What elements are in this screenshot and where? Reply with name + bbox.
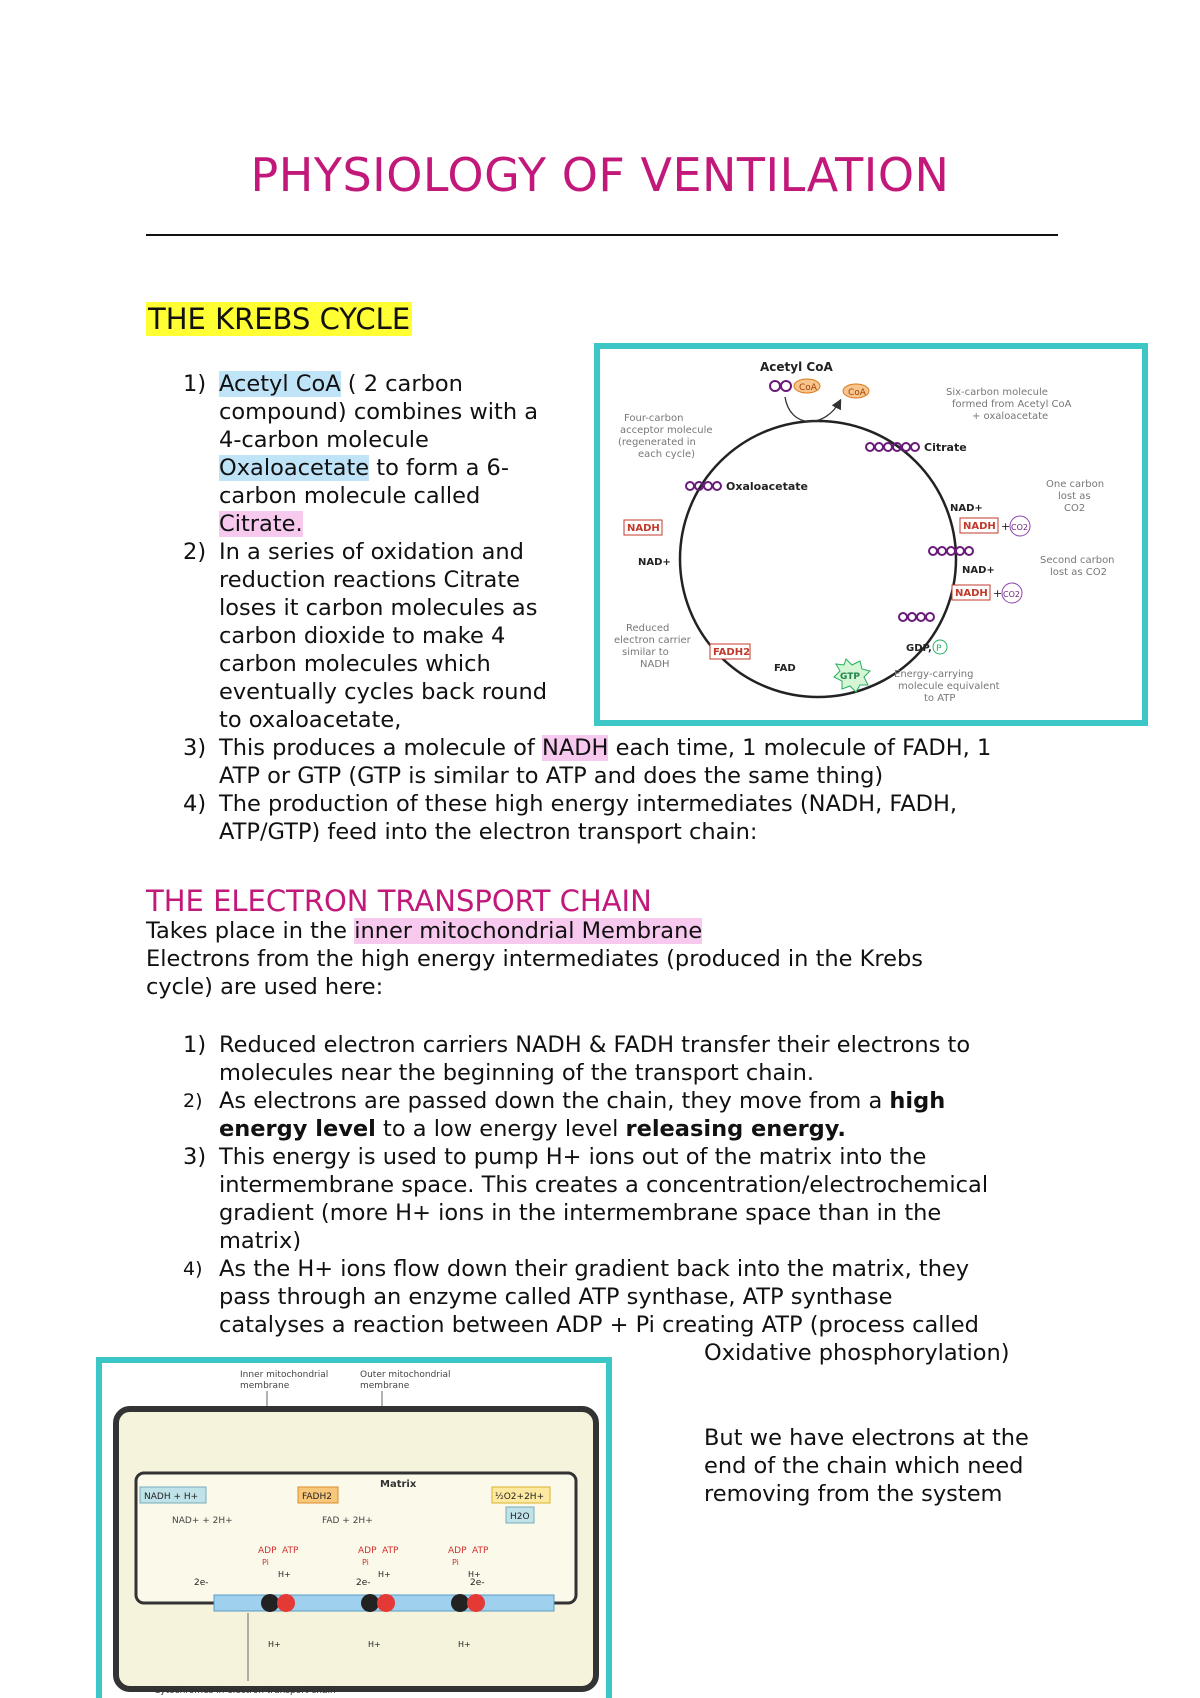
carbon-dot — [781, 381, 791, 391]
krebs-item-4-number: 4) — [183, 791, 207, 817]
side-note-line-1: But we have electrons at the — [704, 1425, 1029, 1451]
four-carbon-note: Four-carbon acceptor molecule (regenerated in each cycle) — [618, 413, 713, 460]
etc-item-2-text: As electrons are passed down the chain, they move from a — [219, 1088, 890, 1114]
etc-item-2-text: to a low energy level — [375, 1116, 626, 1142]
svg-text:H+: H+ — [278, 1570, 291, 1579]
svg-text:Pi: Pi — [362, 1558, 369, 1567]
etc-item-1-number: 1) — [183, 1032, 207, 1058]
etc-intro-line-3: cycle) are used here: — [146, 974, 384, 1000]
krebs-item-2-line-1: In a series of oxidation and — [219, 539, 524, 565]
krebs-item-3-text: each time, 1 molecule of FADH, 1 — [608, 735, 992, 761]
krebs-cycle-diagram — [594, 343, 1148, 726]
etc-item-4-line-1: As the H+ ions flow down their gradient back into the matrix, they — [219, 1256, 970, 1282]
fadh2-label: FADH2 — [302, 1492, 332, 1502]
fadh2-label: FADH2 — [713, 647, 751, 658]
electron-label-3: 2e- — [470, 1578, 485, 1588]
citrate-label: Citrate — [924, 441, 967, 454]
svg-text:H+: H+ — [378, 1570, 391, 1579]
plus-sign: + — [993, 587, 1003, 600]
pi-label: P — [936, 644, 942, 654]
acetyl-arrow — [785, 397, 840, 422]
etc-item-2-line-1 — [219, 1087, 945, 1115]
etc-item-4-line-4: Oxidative phosphorylation) — [704, 1340, 1010, 1366]
high-bold: high — [889, 1088, 946, 1114]
krebs-item-2-line-3: loses it carbon molecules as — [219, 595, 538, 621]
atp-synthase-red-2 — [377, 1594, 395, 1612]
krebs-item-1-line-1 — [219, 370, 463, 398]
energy-note: Energy-carrying molecule equivalent to ATP — [894, 669, 1000, 704]
page-title: PHYSIOLOGY OF VENTILATION — [250, 148, 950, 202]
gdp-label: GDP, — [906, 643, 932, 654]
krebs-item-3-line-2: ATP or GTP (GTP is similar to ATP and does the same thing) — [219, 763, 884, 789]
acetyl-coa-label: Acetyl CoA — [760, 360, 833, 374]
h-plus-out-1: H+ — [268, 1640, 281, 1649]
krebs-item-2-line-4: carbon dioxide to make 4 — [219, 623, 506, 649]
krebs-item-1-text: to form a 6- — [369, 455, 509, 481]
atp-synthase-black-1 — [261, 1594, 279, 1612]
etc-item-2-line-2 — [219, 1115, 846, 1143]
svg-text:Pi: Pi — [262, 1558, 269, 1567]
nadh-h-label: NADH + H+ — [144, 1492, 199, 1502]
svg-text:Pi: Pi — [452, 1558, 459, 1567]
etc-svg — [102, 1363, 606, 1698]
etc-item-2-number: 2) — [183, 1090, 203, 1112]
co2-label-1: CO2 — [1011, 523, 1028, 532]
atp-synthase-red-3 — [467, 1594, 485, 1612]
carbon-dot — [770, 381, 780, 391]
one-carbon-note: One carbon lost as CO2 — [1046, 479, 1105, 514]
etc-item-3-line-1: This energy is used to pump H+ ions out of the matrix into the — [219, 1144, 927, 1170]
etc-caption: Cytochromes in electron transport chain — [154, 1686, 336, 1696]
etc-item-3-line-3: gradient (more H+ ions in the intermembrane space than in the — [219, 1200, 942, 1226]
nad-label-1: NAD+ — [950, 503, 983, 514]
outer-membrane-label: Outer mitochondrial membrane — [360, 1370, 451, 1391]
acetyl-coa-highlight: Acetyl CoA — [219, 371, 341, 397]
etc-item-1-line-2: molecules near the beginning of the transport chain. — [219, 1060, 814, 1086]
krebs-item-1-text: ( 2 carbon — [340, 371, 463, 397]
etc-item-3-line-4: matrix) — [219, 1228, 302, 1254]
h-plus-out-2: H+ — [368, 1640, 381, 1649]
six-carbon-note: Six-carbon molecule formed from Acetyl CoA + oxaloacetate — [946, 387, 1072, 422]
nad-label-2: NAD+ — [962, 565, 995, 576]
svg-text:ADP: ADP — [358, 1546, 377, 1556]
nadh-highlight: NADH — [542, 735, 609, 761]
oxaloacetate-label: Oxaloacetate — [726, 480, 809, 493]
inner-membrane-label: Inner mitochondrial membrane — [240, 1370, 329, 1391]
svg-text:ADP: ADP — [258, 1546, 277, 1556]
krebs-item-1-line-3: 4-carbon molecule — [219, 427, 429, 453]
title-rule — [146, 234, 1058, 236]
krebs-item-1-line-6 — [219, 510, 303, 538]
nadh-label-1: NADH — [963, 521, 996, 532]
krebs-item-1-line-2: compound) combines with a — [219, 399, 539, 425]
four-carbon-molecule — [899, 613, 934, 621]
etc-intro-line-2: Electrons from the high energy intermediates (produced in the Krebs — [146, 946, 924, 972]
krebs-item-3-text: This produces a molecule of — [219, 735, 542, 761]
side-note-line-3: removing from the system — [704, 1481, 1003, 1507]
plus-sign: + — [1001, 520, 1011, 533]
krebs-item-4-line-2: ATP/GTP) feed into the electron transport chain: — [219, 819, 758, 845]
five-carbon-molecule — [929, 547, 973, 555]
inner-membrane-highlight: inner mitochondrial Membrane — [354, 918, 703, 944]
electron-label-1: 2e- — [194, 1578, 209, 1588]
krebs-item-1-number: 1) — [183, 371, 207, 397]
krebs-item-3-number: 3) — [183, 735, 207, 761]
etc-item-3-line-2: intermembrane space. This creates a concentration/electrochemical — [219, 1172, 989, 1198]
etc-intro-line-1 — [146, 917, 702, 945]
nad-2h-label: NAD+ + 2H+ — [172, 1516, 233, 1526]
krebs-heading — [146, 302, 412, 336]
etc-intro-text: Takes place in the — [146, 918, 355, 944]
coa-released-label: CoA — [848, 388, 866, 398]
etc-item-4-number: 4) — [183, 1258, 203, 1280]
krebs-item-2-line-2: reduction reactions Citrate — [219, 567, 520, 593]
svg-text:ADP: ADP — [448, 1546, 467, 1556]
nadh-label-2: NADH — [955, 588, 988, 599]
krebs-item-1-line-5: carbon molecule called — [219, 483, 481, 509]
h-plus-out-3: H+ — [458, 1640, 471, 1649]
matrix-label: Matrix — [380, 1479, 417, 1490]
gtp-label: GTP — [840, 672, 860, 682]
co2-label-2: CO2 — [1003, 590, 1020, 599]
etc-item-4-line-2: pass through an enzyme called ATP synthase, ATP synthase — [219, 1284, 893, 1310]
fad-2h-label: FAD + 2H+ — [322, 1516, 373, 1526]
second-carbon-note: Second carbon lost as CO2 — [1040, 555, 1115, 578]
krebs-item-2-line-7: to oxaloacetate, — [219, 707, 402, 733]
svg-text:ATP: ATP — [472, 1546, 489, 1556]
krebs-heading-text: THE KREBS CYCLE — [148, 302, 411, 336]
releasing-energy-bold: releasing energy. — [625, 1116, 846, 1142]
nadh-label-left: NADH — [627, 523, 660, 534]
citrate-highlight: Citrate. — [219, 511, 303, 537]
side-note-line-2: end of the chain which need — [704, 1453, 1024, 1479]
svg-text:ATP: ATP — [282, 1546, 299, 1556]
etc-item-4-line-3: catalyses a reaction between ADP + Pi creating ATP (process called — [219, 1312, 979, 1338]
krebs-item-3-line-1 — [219, 734, 991, 762]
svg-text:ATP: ATP — [382, 1546, 399, 1556]
fad-label: FAD — [774, 663, 796, 674]
krebs-item-2-line-6: eventually cycles back round — [219, 679, 548, 705]
reduced-carrier-note: Reduced electron carrier similar to NADH — [614, 623, 691, 670]
etc-heading: THE ELECTRON TRANSPORT CHAIN — [146, 884, 652, 918]
h2o-label: H2O — [510, 1512, 530, 1522]
svg-text:H+: H+ — [468, 1570, 481, 1579]
etc-item-1-line-1: Reduced electron carriers NADH & FADH transfer their electrons to — [219, 1032, 971, 1058]
atp-synthase-black-2 — [361, 1594, 379, 1612]
etc-item-3-number: 3) — [183, 1144, 207, 1170]
coa-label: CoA — [799, 383, 817, 393]
krebs-cycle-svg — [600, 349, 1142, 720]
krebs-item-1-line-4 — [219, 454, 509, 482]
oxaloacetate-highlight: Oxaloacetate — [219, 455, 370, 481]
energy-level-bold: energy level — [219, 1116, 376, 1142]
krebs-item-2-number: 2) — [183, 539, 207, 565]
etc-diagram — [96, 1357, 612, 1698]
krebs-item-4-line-1: The production of these high energy intermediates (NADH, FADH, — [219, 791, 958, 817]
nad-label-left: NAD+ — [638, 557, 671, 568]
atp-synthase-black-3 — [451, 1594, 469, 1612]
krebs-item-2-line-5: carbon molecules which — [219, 651, 491, 677]
atp-synthase-red-1 — [277, 1594, 295, 1612]
o2-label: ½O2+2H+ — [495, 1492, 545, 1502]
electron-label-2: 2e- — [356, 1578, 371, 1588]
